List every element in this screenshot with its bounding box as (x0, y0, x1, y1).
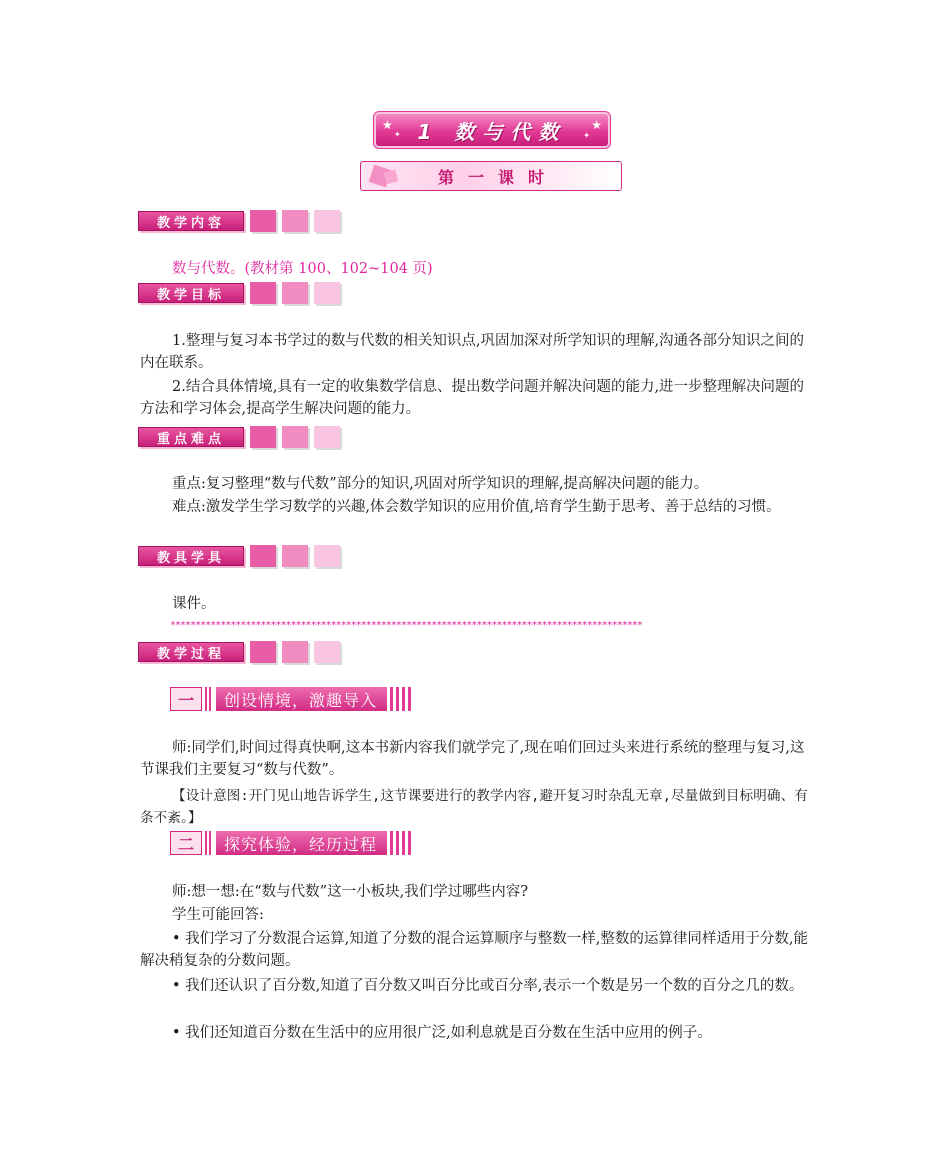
step-number: 二 (170, 831, 202, 855)
decoration-square-icon (250, 282, 276, 304)
section-heading-goals (138, 280, 340, 306)
step2-question: 师:想一想:在“数与代数”这一小板块,我们学过哪些内容? (172, 884, 528, 900)
lesson-banner (360, 161, 622, 191)
decoration-square-icon (282, 282, 308, 304)
decoration-bars-icon (390, 831, 414, 855)
decoration-square-icon (282, 641, 308, 663)
content-text: 数与代数。(教材第 100、102~104 页) (172, 261, 433, 277)
tools-text: 课件。 (172, 596, 216, 612)
chapter-banner (376, 114, 608, 146)
step-title: 创设情境，激趣导入 (216, 687, 387, 711)
step-heading-1 (170, 687, 414, 711)
section-heading-tools (138, 543, 340, 569)
decoration-bars-icon (390, 687, 414, 711)
decoration-square-icon (282, 545, 308, 567)
decoration-square-icon (282, 210, 308, 232)
star-icon: ★ (591, 118, 602, 132)
lesson-title: 第一课时 (437, 167, 558, 187)
step1-text: 师:同学们,时间过得真快啊,这本书新内容我们就学完了,现在咱们回过头来进行系统的整理与复习,这节课我们主要复习“数与代数”。 (140, 740, 805, 778)
decoration-square-icon (314, 282, 340, 304)
decoration-bars-icon (205, 687, 213, 711)
decoration-square-icon (282, 426, 308, 448)
answer-item: • 我们学习了分数混合运算,知道了分数的混合运算顺序与整数一样,整数的运算律同样适用于分数,能解决稍复杂的分数问题。 (140, 931, 808, 969)
decoration-square-icon (314, 545, 340, 567)
section-heading-content (138, 208, 340, 234)
decoration-square-icon (314, 426, 340, 448)
section-label: 教学目标 (138, 283, 244, 303)
decoration-bars-icon (205, 831, 213, 855)
answer-item: • 我们还知道百分数在生活中的应用很广泛,如利息就是百分数在生活中应用的例子。 (172, 1025, 712, 1041)
star-icon: ✦ (394, 130, 401, 139)
keypoint-item: 重点:复习整理“数与代数”部分的知识,巩固对所学知识的理解,提高解决问题的能力。 (172, 476, 709, 492)
star-icon: ★ (382, 118, 393, 132)
section-heading-keypoints (138, 424, 340, 450)
section-label: 教学内容 (138, 211, 244, 231)
step2-intro: 学生可能回答: (172, 907, 264, 923)
design-intent: 【设计意图:开门见山地告诉学生,这节课要进行的教学内容,避开复习时杂乱无章,尽量做到目标明确、有条不紊。】 (140, 788, 809, 826)
decoration-square-icon (314, 210, 340, 232)
section-label: 教具学具 (138, 546, 244, 566)
difficulty-item: 难点:激发学生学习数学的兴趣,体会数学知识的应用价值,培育学生勤于思考、善于总结的习惯。 (172, 499, 781, 515)
decoration-square-icon (250, 210, 276, 232)
chapter-title: 1 数与代数 (417, 119, 567, 144)
star-icon: ✦ (583, 131, 590, 140)
step-heading-2 (170, 831, 414, 855)
section-label: 重点难点 (138, 427, 244, 447)
step-title: 探究体验，经历过程 (216, 831, 387, 855)
section-label: 教学过程 (138, 642, 244, 662)
decoration-square-icon (250, 426, 276, 448)
decoration-square-icon (250, 545, 276, 567)
decoration-square-icon (314, 641, 340, 663)
star-divider: ********************************************************************************************** (170, 621, 642, 631)
step-number: 一 (170, 687, 202, 711)
section-heading-process (138, 639, 340, 665)
goal-item: 2.结合具体情境,具有一定的收集数学信息、提出数学问题并解决问题的能力,进一步整理解决问题的方法和学习体会,提高学生解决问题的能力。 (140, 379, 805, 417)
answer-item: • 我们还认识了百分数,知道了百分数又叫百分比或百分率,表示一个数是另一个数的百分之几的数。 (172, 978, 804, 994)
decoration-square-icon (384, 170, 399, 185)
goal-item: 1.整理与复习本书学过的数与代数的相关知识点,巩固加深对所学知识的理解,沟通各部分知识之间的内在联系。 (140, 333, 805, 371)
decoration-square-icon (250, 641, 276, 663)
